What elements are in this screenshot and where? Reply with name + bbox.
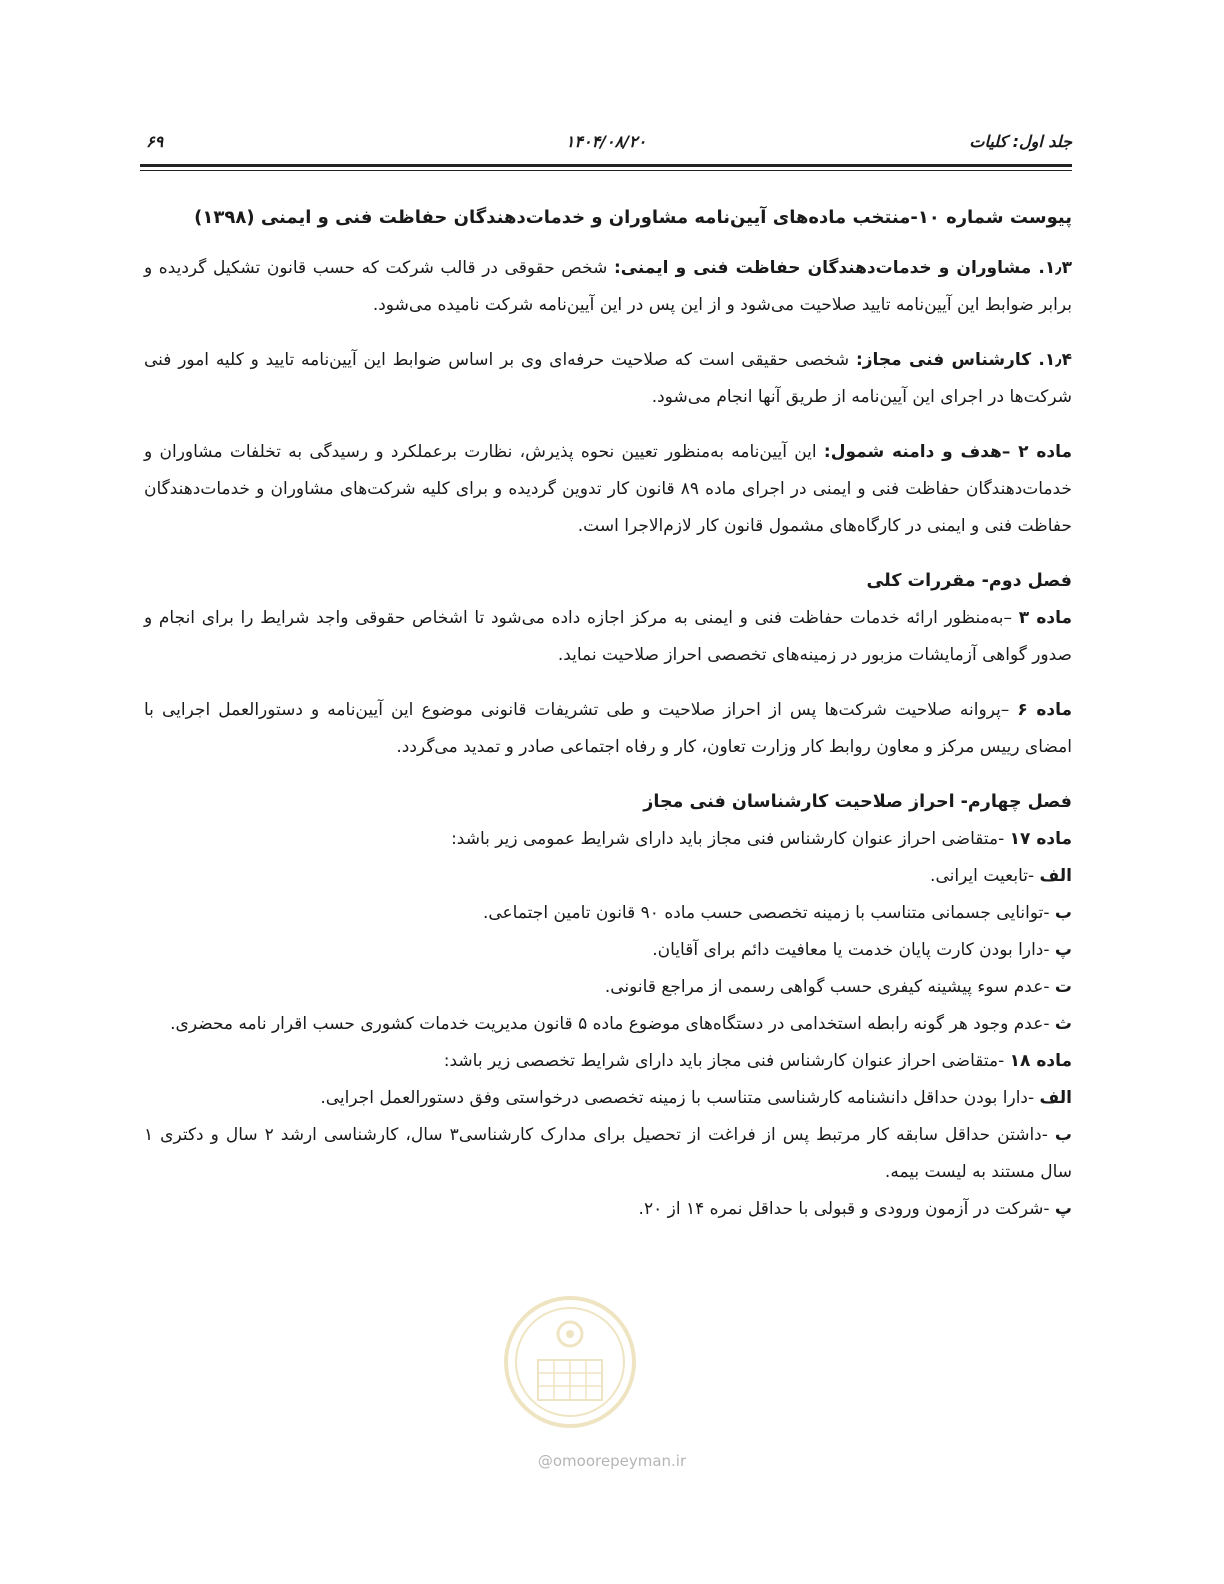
list-item <box>144 969 1072 1006</box>
definition-label: ۱٫۴. کارشناس فنی مجاز: <box>855 350 1072 370</box>
header-date: ۱۴۰۴/۰۸/۲۰ <box>565 132 647 151</box>
watermark-url: @omoorepeyman.ir <box>537 1452 687 1470</box>
article-6 <box>144 692 1072 766</box>
list-item <box>144 1191 1072 1228</box>
list-item-text: -عدم وجود هر گونه رابطه استخدامی در دستگاه‌های موضوع ماده ۵ قانون مدیریت خدمات کشوری حسب اقرار نامه محضری. <box>170 1014 1055 1034</box>
list-item-label: پ <box>1054 1199 1072 1219</box>
article-label: ماده ۱۸ <box>1009 1051 1072 1071</box>
list-item-label: پ <box>1054 940 1072 960</box>
list-item <box>144 895 1072 932</box>
article-text: -متقاضی احراز عنوان کارشناس فنی مجاز باید دارای شرایط عمومی زیر باشد: <box>451 829 1010 849</box>
volume-title: جلد اول: کلیات <box>969 132 1072 151</box>
list-item-label: ث <box>1054 1014 1072 1034</box>
definition-1-4 <box>144 342 1072 416</box>
list-item-text: -دارا بودن حداقل دانشنامه کارشناسی متناسب با زمینه تخصصی درخواستی وفق دستورالعمل اجرایی. <box>320 1088 1040 1108</box>
list-item-label: ت <box>1054 977 1072 997</box>
appendix-title: پیوست شماره ۱۰-منتخب ماده‌های آیین‌نامه مشاوران و خدمات‌دهندگان حفاظت فنی و ایمنی (۱۳۹۸) <box>194 207 1072 228</box>
running-header <box>140 132 1072 158</box>
section-2-title: فصل دوم- مقررات کلی <box>866 571 1072 591</box>
list-item <box>144 1080 1072 1117</box>
article-3 <box>144 600 1072 674</box>
definition-text: شخصی حقیقی است که صلاحیت حرفه‌ای وی بر اساس ضوابط این آیین‌نامه تایید و کلیه امور فنی شرکت‌ها در اجرای این آیین‌نامه از طریق آنها انجام می‌شود. <box>144 350 1072 407</box>
definition-label: ۱٫۳. مشاوران و خدمات‌دهندگان حفاظت فنی و ایمنی: <box>613 258 1072 278</box>
list-item-text: -دارا بودن کارت پایان خدمت یا معافیت دائم برای آقایان. <box>652 940 1055 960</box>
article-text: –به‌منظور ارائه خدمات حفاظت فنی و ایمنی به مرکز اجازه داده می‌شود تا اشخاص حقوقی واجد شرایط را برای انجام و صدور گواهی آزمایشات مزبور در زمینه‌های تخصصی احراز صلاحیت نماید. <box>144 608 1072 665</box>
list-item-text: -داشتن حداقل سابقه کار مرتبط پس از فراغت از تحصیل برای مدارک کارشناسی۳ سال، کارشناسی ارشد ۲ سال و دکتری ۱ سال مستند به لیست بیمه. <box>144 1125 1072 1182</box>
article-2 <box>144 434 1072 545</box>
article-text: این آیین‌نامه به‌منظور تعیین نحوه پذیرش، نظارت برعملکرد و رسیدگی به تخلفات مشاوران و خدمات‌دهندگان حفاظت فنی و ایمنی در اجرای ماده ۸۹ قانون کار تدوین گردیده و برای کلیه شرکت‌های مشاوران و خدمات‌دهندگان حفاظت فنی و ایمنی در کارگاه‌های مشمول قانون کار لازم‌الاجرا است. <box>144 442 1072 536</box>
list-item-text: -شرکت در آزمون ورودی و قبولی با حداقل نمره ۱۴ از ۲۰. <box>638 1199 1055 1219</box>
list-item-text: -تابعیت ایرانی. <box>930 866 1040 886</box>
list-item <box>144 932 1072 969</box>
list-item <box>144 1117 1072 1191</box>
document-body <box>144 198 1072 1228</box>
list-item-label: الف <box>1039 866 1072 886</box>
article-label: ماده ۳ <box>1018 608 1072 628</box>
article-label: ماده ۱۷ <box>1009 829 1072 849</box>
article-text: –پروانه صلاحیت شرکت‌ها پس از احراز صلاحیت و طی تشریفات قانونی موضوع این آیین‌نامه و دستورالعمل اجرایی با امضای رییس مرکز و معاون روابط کار وزارت تعاون، کار و رفاه اجتماعی صادر و تمدید می‌گردد. <box>144 700 1072 757</box>
list-item-text: -عدم سوء پیشینه کیفری حسب گواهی رسمی از مراجع قانونی. <box>604 977 1055 997</box>
list-item <box>144 1006 1072 1043</box>
article-17 <box>144 821 1072 858</box>
article-label: ماده ۲ –هدف و دامنه شمول: <box>823 442 1072 462</box>
article-18 <box>144 1043 1072 1080</box>
list-item-label: ب <box>1054 1125 1072 1145</box>
definition-1-3 <box>144 250 1072 324</box>
list-item-label: الف <box>1039 1088 1072 1108</box>
list-item <box>144 858 1072 895</box>
header-rule-thick <box>140 164 1072 167</box>
page-number: ۶۹ <box>146 132 164 151</box>
header-rule-thin <box>140 170 1072 171</box>
section-4-title: فصل چهارم- احراز صلاحیت کارشناسان فنی مجاز <box>643 792 1072 812</box>
seal-logo-icon <box>500 1290 640 1460</box>
article-label: ماده ۶ <box>1017 700 1072 720</box>
list-item-text: -توانایی جسمانی متناسب با زمینه تخصصی حسب ماده ۹۰ قانون تامین اجتماعی. <box>482 903 1055 923</box>
article-text: -متقاضی احراز عنوان کارشناس فنی مجاز باید دارای شرایط تخصصی زیر باشد: <box>443 1051 1010 1071</box>
definition-text: شخص حقوقی در قالب شرکت که حسب قانون تشکیل گردیده و برابر ضوابط این آیین‌نامه تایید صلاحیت می‌شود و از این پس در این آیین‌نامه شرکت نامیده می‌شود. <box>144 258 1072 315</box>
list-item-label: ب <box>1054 903 1072 923</box>
